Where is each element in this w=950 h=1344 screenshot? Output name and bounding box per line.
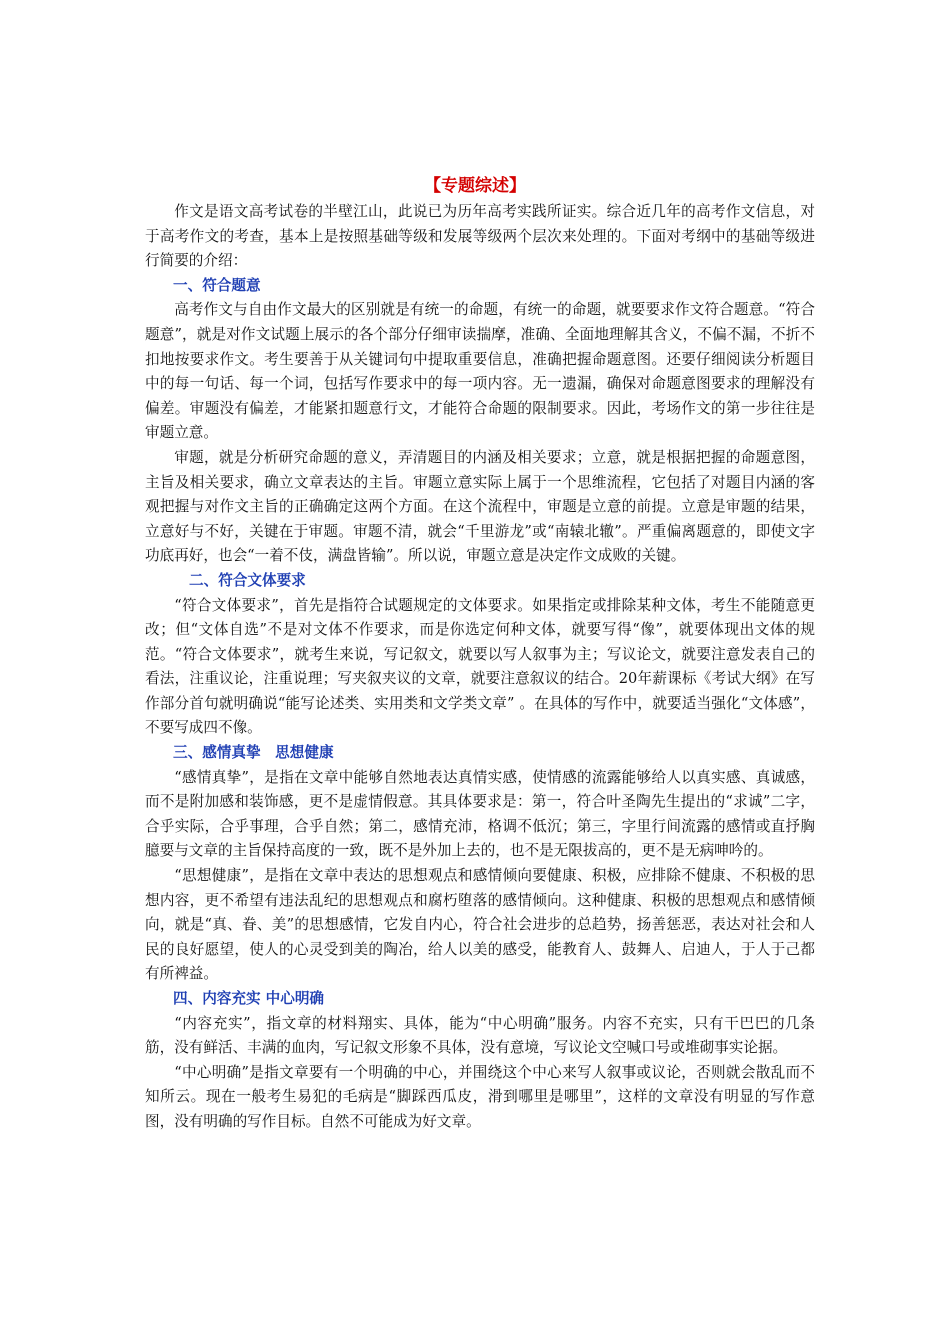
body-paragraph: 审题，就是分析研究命题的意义，弄清题目的内涵及相关要求；立意，就是根据把握的命题意图，主旨及相关要求，确立文章表达的主旨。审题立意实际上属于一个思维流程，它包括了对题目内涵的客观把握与对作文主旨的正确确定这两个方面。在这个流程中，审题是立意的前提。立意是审题的结果，立意好与不好，关键在于审题。审题不清，就会“千里游龙”或“南辕北辙”。严重偏离题意的，即使文字功底再好，也会“一着不伎，满盘皆输”。所以说，审题立意是决定作文成败的关键。 bbox=[145, 448, 815, 565]
document-title: 【专题综述】 bbox=[424, 176, 526, 196]
document-body bbox=[145, 200, 815, 1135]
body-paragraph: “内容充实”，指文章的材料翔实、具体，能为“中心明确”服务。内容不充实，只有干巴巴的几条筋，没有鲜活、丰满的血肉，写记叙文形象不具体，没有意境，写议论文空喊口号或堆砌事实论据。 bbox=[145, 1014, 815, 1057]
section-heading-2: 二、符合文体要求 bbox=[189, 571, 306, 589]
body-paragraph: “感情真挚”，是指在文章中能够自然地表达真情实感，使情感的流露能够给人以真实感、真诚感，而不是附加感和装饰感，更不是虚情假意。其具体要求是：第一，符合叶圣陶先生提出的“求诚”二字，合乎实际，合乎事理，合乎自然；第二，感情充沛，格调不低沉；第三，字里行间流露的感情或直抒胸臆要与文章的主旨保持高度的一致，既不是外加上去的，也不是无限拔高的，更不是无病呻吟的。 bbox=[145, 768, 815, 860]
section-heading-4: 四、内容充实 中心明确 bbox=[173, 990, 325, 1007]
body-paragraph: “思想健康”，是指在文章中表达的思想观点和感情倾向要健康、积极，应排除不健康、不积极的思想内容，更不希望有违法乱纪的思想观点和腐朽堕落的感情倾向。这种健康、积极的思想观点和感情倾向，就是“真、眷、美”的思想感情，它发自内心，符合社会进步的总趋势，扬善惩恶，表达对社会和人民的良好愿望，使人的心灵受到美的陶冶，给人以美的感受，能教育人、鼓舞人、启迪人，于人于己都有所裨益。 bbox=[145, 867, 815, 983]
section-heading-1: 一、符合题意 bbox=[173, 276, 261, 294]
intro-paragraph: 作文是语文高考试卷的半壁江山，此说已为历年高考实践所证实。综合近几年的高考作文信息，对于高考作文的考查，基本上是按照基础等级和发展等级两个层次来处理的。下面对考纲中的基础等级进行简要的介绍： bbox=[145, 203, 815, 270]
section-heading-3: 三、感情真挚 思想健康 bbox=[173, 744, 334, 762]
body-paragraph: “符合文体要求”，首先是指符合试题规定的文体要求。如果指定或排除某种文体，考生不能随意更改；但“文体自选”不是对文体不作要求，而是你选定何种文体，就要写得“像”，就要体现出文体的规范。“符合文体要求”，就考生来说，写记叙文，就要以写人叙事为主；写议论文，就要注意发表自己的看法，注重议论，注重说理；写夹叙夹议的文章，就要注意叙议的结合。20年薪课标《考试大纲》在写作部分首句就明确说“能写论述类、实用类和文学类文章” 。在具体的写作中，就要适当强化“文体感”，不要写成四不像。 bbox=[145, 596, 815, 737]
body-paragraph: “中心明确”是指文章要有一个明确的中心，并围绕这个中心来写人叙事或议论，否则就会散乱而不知所云。现在一般考生易犯的毛病是“脚踩西瓜皮，滑到哪里是哪里”，这样的文章没有明显的写作意图，没有明确的写作目标。自然不可能成为好文章。 bbox=[145, 1063, 815, 1130]
body-paragraph: 高考作文与自由作文最大的区别就是有统一的命题，有统一的命题，就要要求作文符合题意。“符合题意”，就是对作文试题上展示的各个部分仔细审读揣摩，准确、全面地理解其含义，不偏不漏，不折不扣地按要求作文。考生要善于从关键词句中提取重要信息，准确把握命题意图。还要仔细阅读分析题目中的每一句话、每一个词，包括写作要求中的每一项内容。无一遗漏，确保对命题意图要求的理解没有偏差。审题没有偏差，才能紧扣题意行文，才能符合命题的限制要求。因此，考场作文的第一步往往是审题立意。 bbox=[145, 301, 815, 442]
